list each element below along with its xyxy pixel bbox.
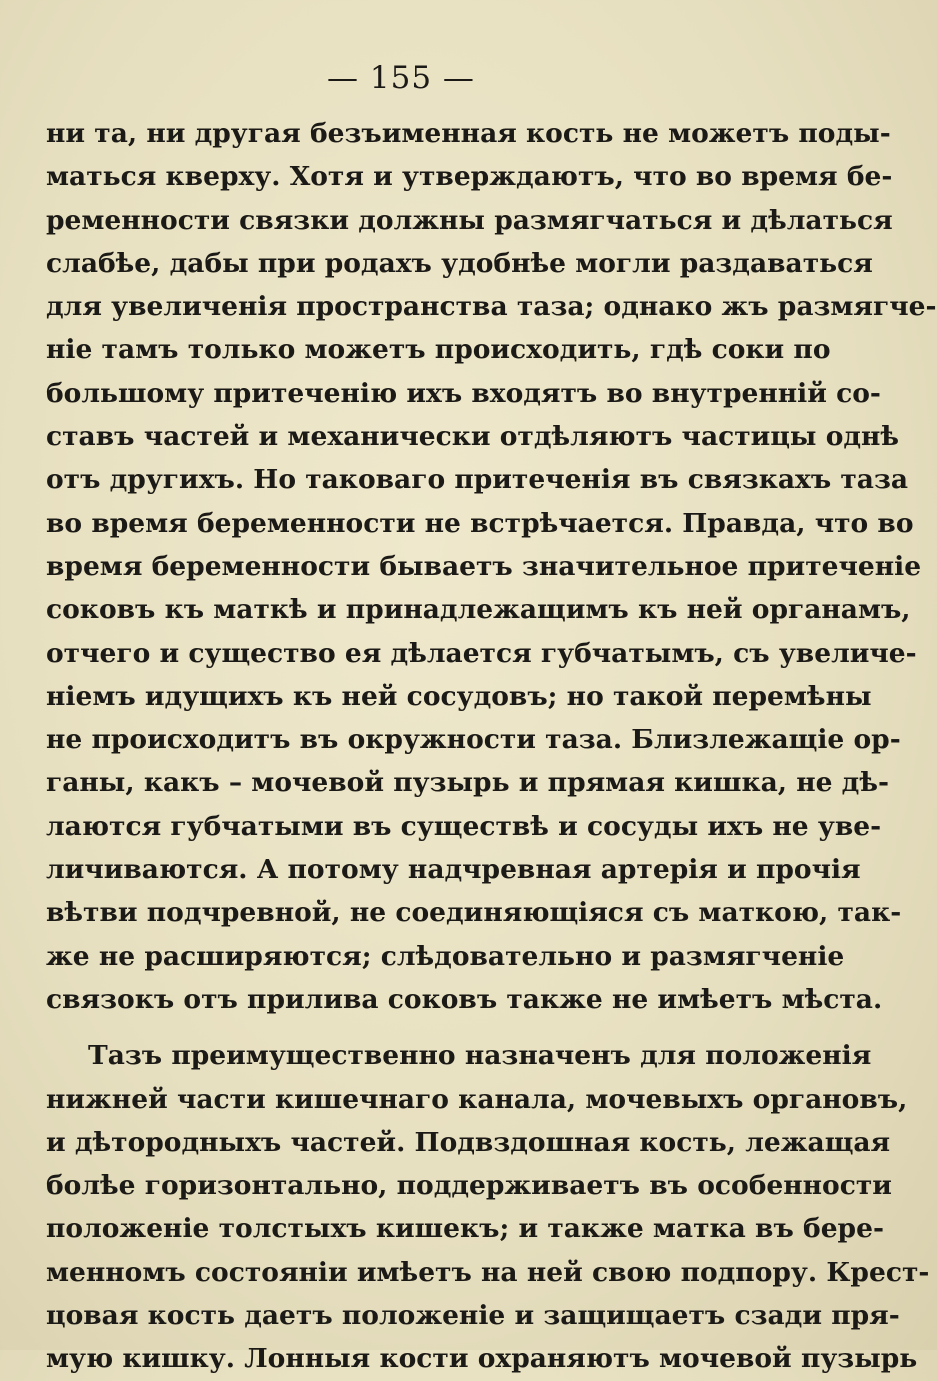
text-line: ременности связки должны размягчаться и дѣлаться	[46, 204, 893, 236]
paragraph-gap	[46, 1021, 768, 1034]
text-line: лаются губчатыми въ существѣ и сосуды ихъ не уве-	[46, 810, 882, 842]
text-line: во время беременности не встрѣчается. Правда, что во	[46, 507, 914, 539]
text-line: ни та, ни другая безъименная кость не можетъ поды-	[46, 118, 891, 149]
paragraph-2	[46, 1034, 930, 1380]
text-line: ніемъ идущихъ къ ней сосудовъ; но такой перемѣны	[46, 680, 872, 712]
text-line: мую кишку. Лонныя кости охраняютъ мочевой пузырь	[46, 1343, 918, 1375]
text-line: вѣтви подчревной, не соединяющіяся съ маткою, так-	[46, 897, 902, 929]
text-line: слабѣе, дабы при родахъ удобнѣе могли раздаваться	[46, 247, 873, 279]
text-line: маться кверху. Хотя и утверждаютъ, что во время бе-	[46, 161, 893, 193]
text-line: связокъ отъ прилива соковъ также не имѣетъ мѣста.	[46, 983, 883, 1015]
text-line: цовая кость даетъ положеніе и защищаетъ сзади пря-	[46, 1300, 900, 1332]
text-line: ставъ частей и механически отдѣляютъ частицы однѣ	[46, 421, 900, 453]
text-line: болѣе горизонтально, поддерживаетъ въ особенности	[46, 1170, 892, 1202]
text-line: для увеличенія пространства таза; однако жъ размягче-	[46, 291, 937, 323]
text-line: ніе тамъ только можетъ происходить, гдѣ соки по	[46, 334, 831, 366]
text-line: же не расширяются; слѣдовательно и размягченіе	[46, 940, 845, 972]
text-line: большому притеченію ихъ входятъ во внутренній со-	[46, 377, 881, 409]
text-line: ганы, какъ – мочевой пузырь и прямая кишка, не дѣ-	[46, 767, 889, 799]
text-line: отъ другихъ. Но таковаго притеченія въ связкахъ таза	[46, 464, 909, 496]
text-line: не происходитъ въ окружности таза. Близлежащіе ор-	[46, 724, 901, 756]
page-number: — 155 —	[327, 60, 475, 96]
text-line: отчего и существо ея дѣлается губчатымъ, съ увеличе-	[46, 637, 917, 669]
text-line: нижней части кишечнаго канала, мочевыхъ органовъ,	[46, 1083, 908, 1115]
page-body	[46, 112, 937, 1381]
text-line: время беременности бываетъ значительное притеченіе	[46, 550, 922, 582]
text-line: личиваются. А потому надчревная артерія и прочія	[46, 854, 861, 886]
paragraph-1	[46, 112, 937, 1021]
text-line: Тазъ преимущественно назначенъ для положенія	[88, 1040, 872, 1072]
text-line: положеніе толстыхъ кишекъ; и также матка въ бере-	[46, 1213, 884, 1245]
text-line: и дѣтородныхъ частей. Подвздошная кость, лежащая	[46, 1126, 891, 1158]
text-line: менномъ состояніи имѣетъ на ней свою подпору. Крест-	[46, 1256, 930, 1288]
text-line: соковъ къ маткѣ и принадлежащимъ къ ней органамъ,	[46, 594, 911, 626]
